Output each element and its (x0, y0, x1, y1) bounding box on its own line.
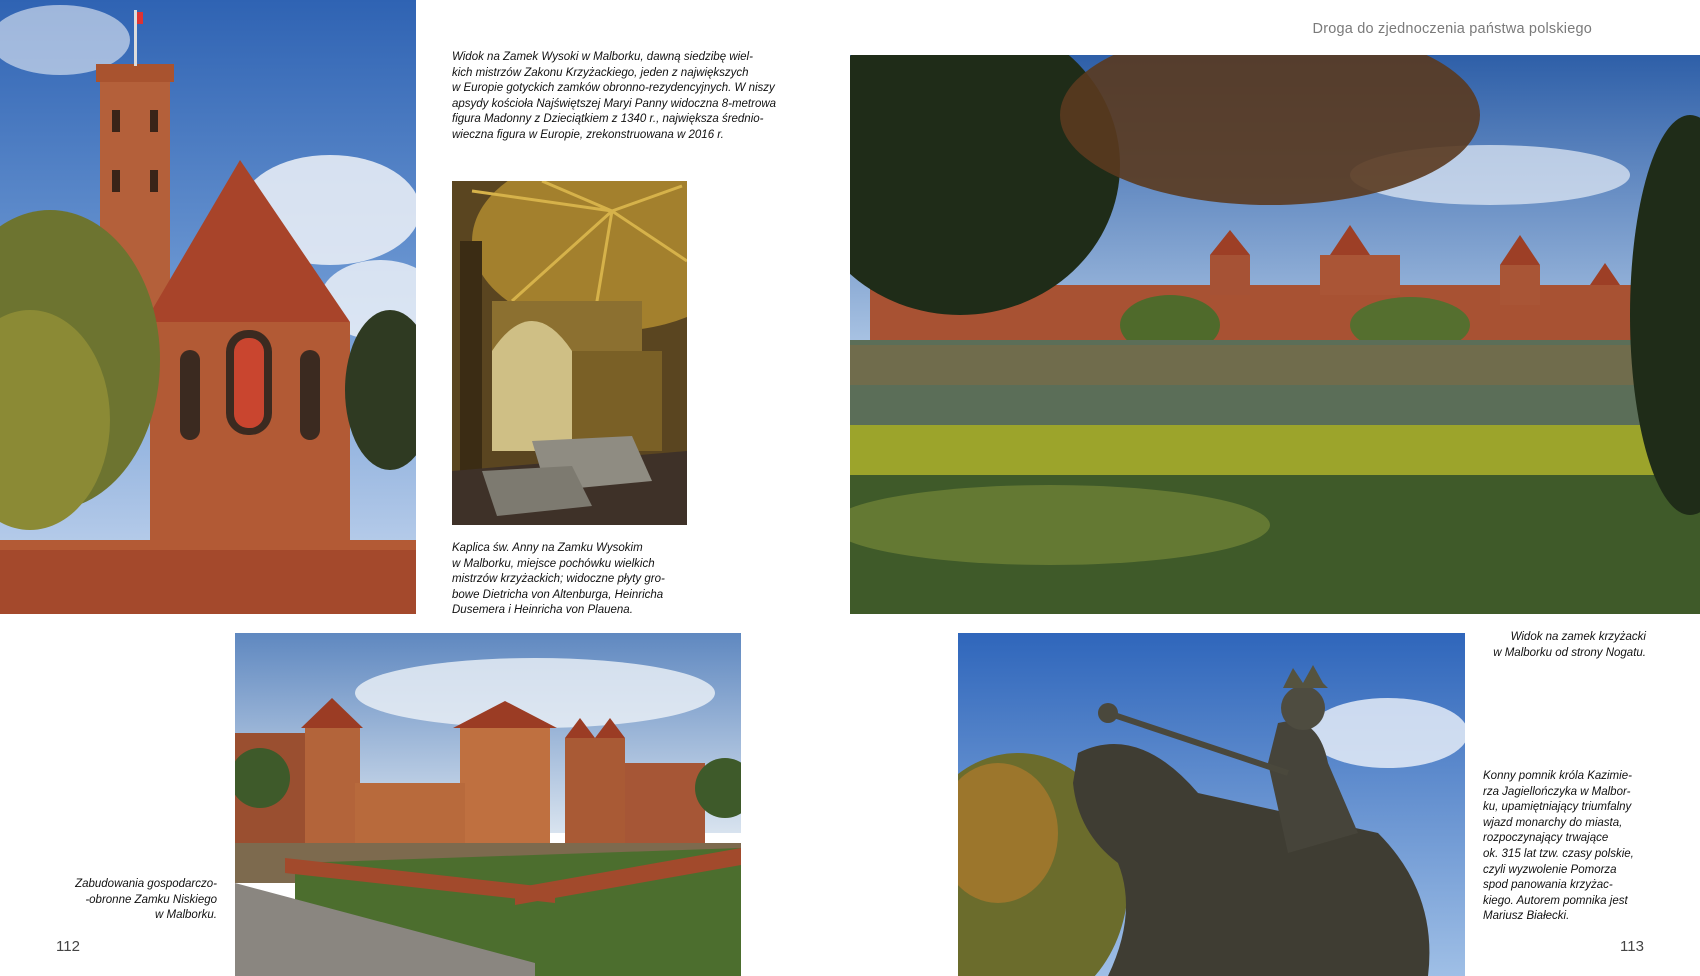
caption-line: mistrzów krzyżackich; widoczne płyty gro- (452, 573, 665, 586)
caption-line: Widok na Zamek Wysoki w Malborku, dawną siedzibę wiel- (452, 51, 753, 63)
caption-line: wieczna figura w Europie, zrekonstruowana w 2016 r. (452, 128, 724, 141)
caption-line: wjazd monarchy do miasta, (1483, 816, 1623, 829)
caption-monument (1483, 769, 1663, 925)
caption-line: w Europie gotyckich zamków obronno-rezydencyjnych. W niszy (452, 82, 775, 95)
caption-lower-castle (36, 877, 217, 924)
caption-line: w Malborku od strony Nogatu. (1493, 646, 1646, 659)
caption-line: ok. 315 lat tzw. czasy polskie, (1483, 847, 1634, 860)
page-number-left: 112 (56, 938, 80, 955)
caption-chapel (452, 541, 692, 619)
caption-nogat-view (1440, 630, 1646, 661)
caption-line: Konny pomnik króla Kazimie- (1483, 770, 1632, 782)
photo-high-castle (0, 0, 416, 614)
caption-line: figura Madonny z Dzieciątkiem z 1340 r., największa średnio- (452, 113, 764, 126)
caption-line: Kaplica św. Anny na Zamku Wysokim (452, 542, 643, 554)
caption-line: w Malborku. (155, 909, 217, 922)
caption-line: -obronne Zamku Niskiego (85, 893, 217, 906)
caption-line: Widok na zamek krzyżacki (1510, 631, 1646, 643)
photo-castle-nogat (850, 55, 1700, 614)
running-header: Droga do zjednoczenia państwa polskiego (1312, 21, 1592, 37)
caption-line: spod panowania krzyżac- (1483, 879, 1613, 892)
caption-line: Dusemera i Heinricha von Plauena. (452, 604, 633, 617)
caption-line: kich mistrzów Zakonu Krzyżackiego, jeden z największych (452, 66, 749, 79)
caption-line: ku, upamiętniający triumfalny (1483, 801, 1632, 814)
caption-line: czyli wyzwolenie Pomorza (1483, 863, 1617, 876)
caption-line: bowe Dietricha von Altenburga, Heinricha (452, 588, 664, 601)
caption-high-castle (452, 50, 804, 144)
page-number-right: 113 (1620, 938, 1644, 955)
photo-chapel (452, 181, 687, 525)
caption-line: Zabudowania gospodarczo- (75, 878, 217, 890)
caption-line: apsydy kościoła Najświętszej Maryi Panny widoczna 8-metrowa (452, 97, 777, 110)
caption-line: w Malborku, miejsce pochówku wielkich (452, 557, 655, 570)
photo-lower-castle (235, 633, 741, 976)
caption-line: Mariusz Białecki. (1483, 910, 1570, 923)
caption-line: rozpoczynający trwające (1483, 832, 1609, 845)
photo-monument (958, 633, 1465, 976)
caption-line: kiego. Autorem pomnika jest (1483, 894, 1628, 907)
caption-line: rza Jagiellończyka w Malbor- (1483, 785, 1631, 798)
